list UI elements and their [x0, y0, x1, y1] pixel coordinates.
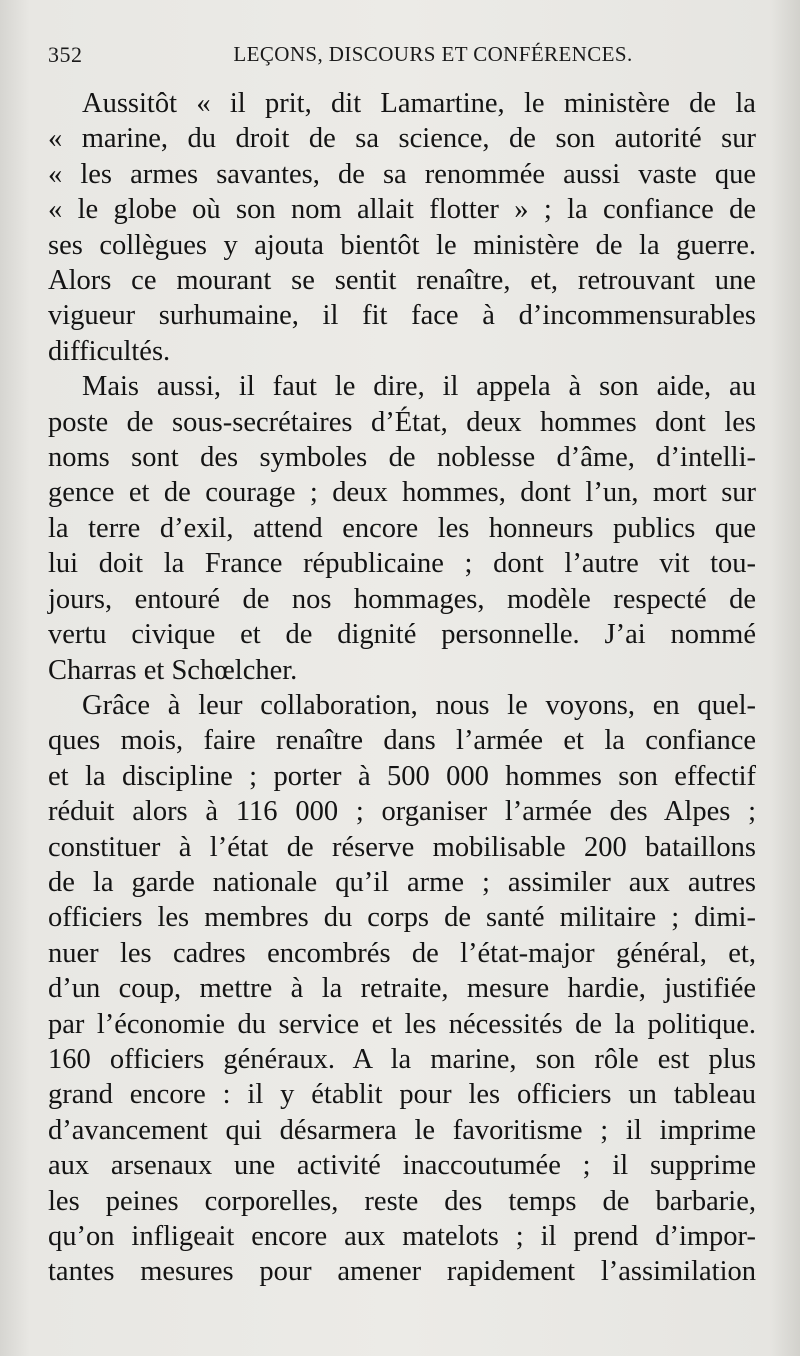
text-line: et la discipline ; porter à 500 000 hommes son effectif [48, 760, 757, 792]
page-header [48, 42, 760, 76]
text-line: Charras et Schœlcher. [48, 654, 298, 686]
text-line: vertu civique et de dignité personnelle. J’ai nommé [48, 619, 756, 651]
text-line: « le globe où son nom allait flotter » ; la confiance de [48, 194, 757, 226]
text-line: aux arsenaux une activité inaccoutumée ; il supprime [48, 1150, 757, 1182]
text-line: réduit alors à 116 000 ; organiser l’armée des Alpes ; [48, 796, 757, 828]
text-line: poste de sous-secrétaires d’État, deux hommes dont les [48, 406, 757, 438]
text-line: gence et de courage ; deux hommes, dont l’un, mort sur [48, 477, 757, 509]
page-number: 352 [48, 42, 83, 67]
body-text [48, 86, 756, 1290]
text-line: de la garde nationale qu’il arme ; assimiler aux autres [48, 866, 756, 898]
text-line: par l’économie du service et les nécessités de la politique. [48, 1008, 756, 1040]
text-line: noms sont des symboles de noblesse d’âme, d’intelli- [48, 442, 757, 474]
text-line: constituer à l’état de réserve mobilisable 200 bataillons [48, 831, 756, 863]
text-line: ses collègues y ajouta bientôt le ministère de la guerre. [48, 229, 757, 261]
running-title: LEÇONS, DISCOURS ET CONFÉRENCES. [233, 42, 633, 66]
text-line: d’un coup, mettre à la retraite, mesure hardie, justifiée [48, 973, 757, 1005]
text-line: la terre d’exil, attend encore les honneurs publics que [48, 512, 757, 544]
text-line: grand encore : il y établit pour les officiers un tableau [48, 1079, 757, 1111]
text-line: « marine, du droit de sa science, de son autorité sur [48, 123, 756, 155]
text-line: « les armes savantes, de sa renommée aussi vaste que [48, 158, 757, 190]
text-line: lui doit la France républicaine ; dont l’autre vit tou- [48, 548, 757, 580]
text-line: tantes mesures pour amener rapidement l’assimilation [48, 1256, 756, 1288]
text-line: difficultés. [48, 335, 171, 367]
text-line: vigueur surhumaine, il fit face à d’incommensurables [48, 300, 757, 332]
text-line: Aussitôt « il prit, dit Lamartine, le ministère de la [82, 88, 756, 119]
text-line: Alors ce mourant se sentit renaître, et, retrouvant une [48, 265, 756, 297]
text-line: les peines corporelles, reste des temps de barbarie, [48, 1185, 756, 1217]
text-line: ques mois, faire renaître dans l’armée et la confiance [48, 725, 756, 757]
text-line: 160 officiers généraux. A la marine, son rôle est plus [48, 1043, 757, 1075]
text-line: d’avancement qui désarmera le favoritisme ; il imprime [48, 1114, 757, 1146]
text-line: jours, entouré de nos hommages, modèle respecté de [48, 583, 756, 615]
text-line: Mais aussi, il faut le dire, il appela à son aide, au [82, 371, 756, 403]
text-line: officiers les membres du corps de santé militaire ; dimi- [48, 902, 756, 934]
text-line: qu’on infligeait encore aux matelots ; il prend d’impor- [48, 1221, 756, 1252]
text-line: Grâce à leur collaboration, nous le voyons, en quel- [82, 689, 757, 721]
text-line: nuer les cadres encombrés de l’état-major général, et, [48, 937, 756, 969]
